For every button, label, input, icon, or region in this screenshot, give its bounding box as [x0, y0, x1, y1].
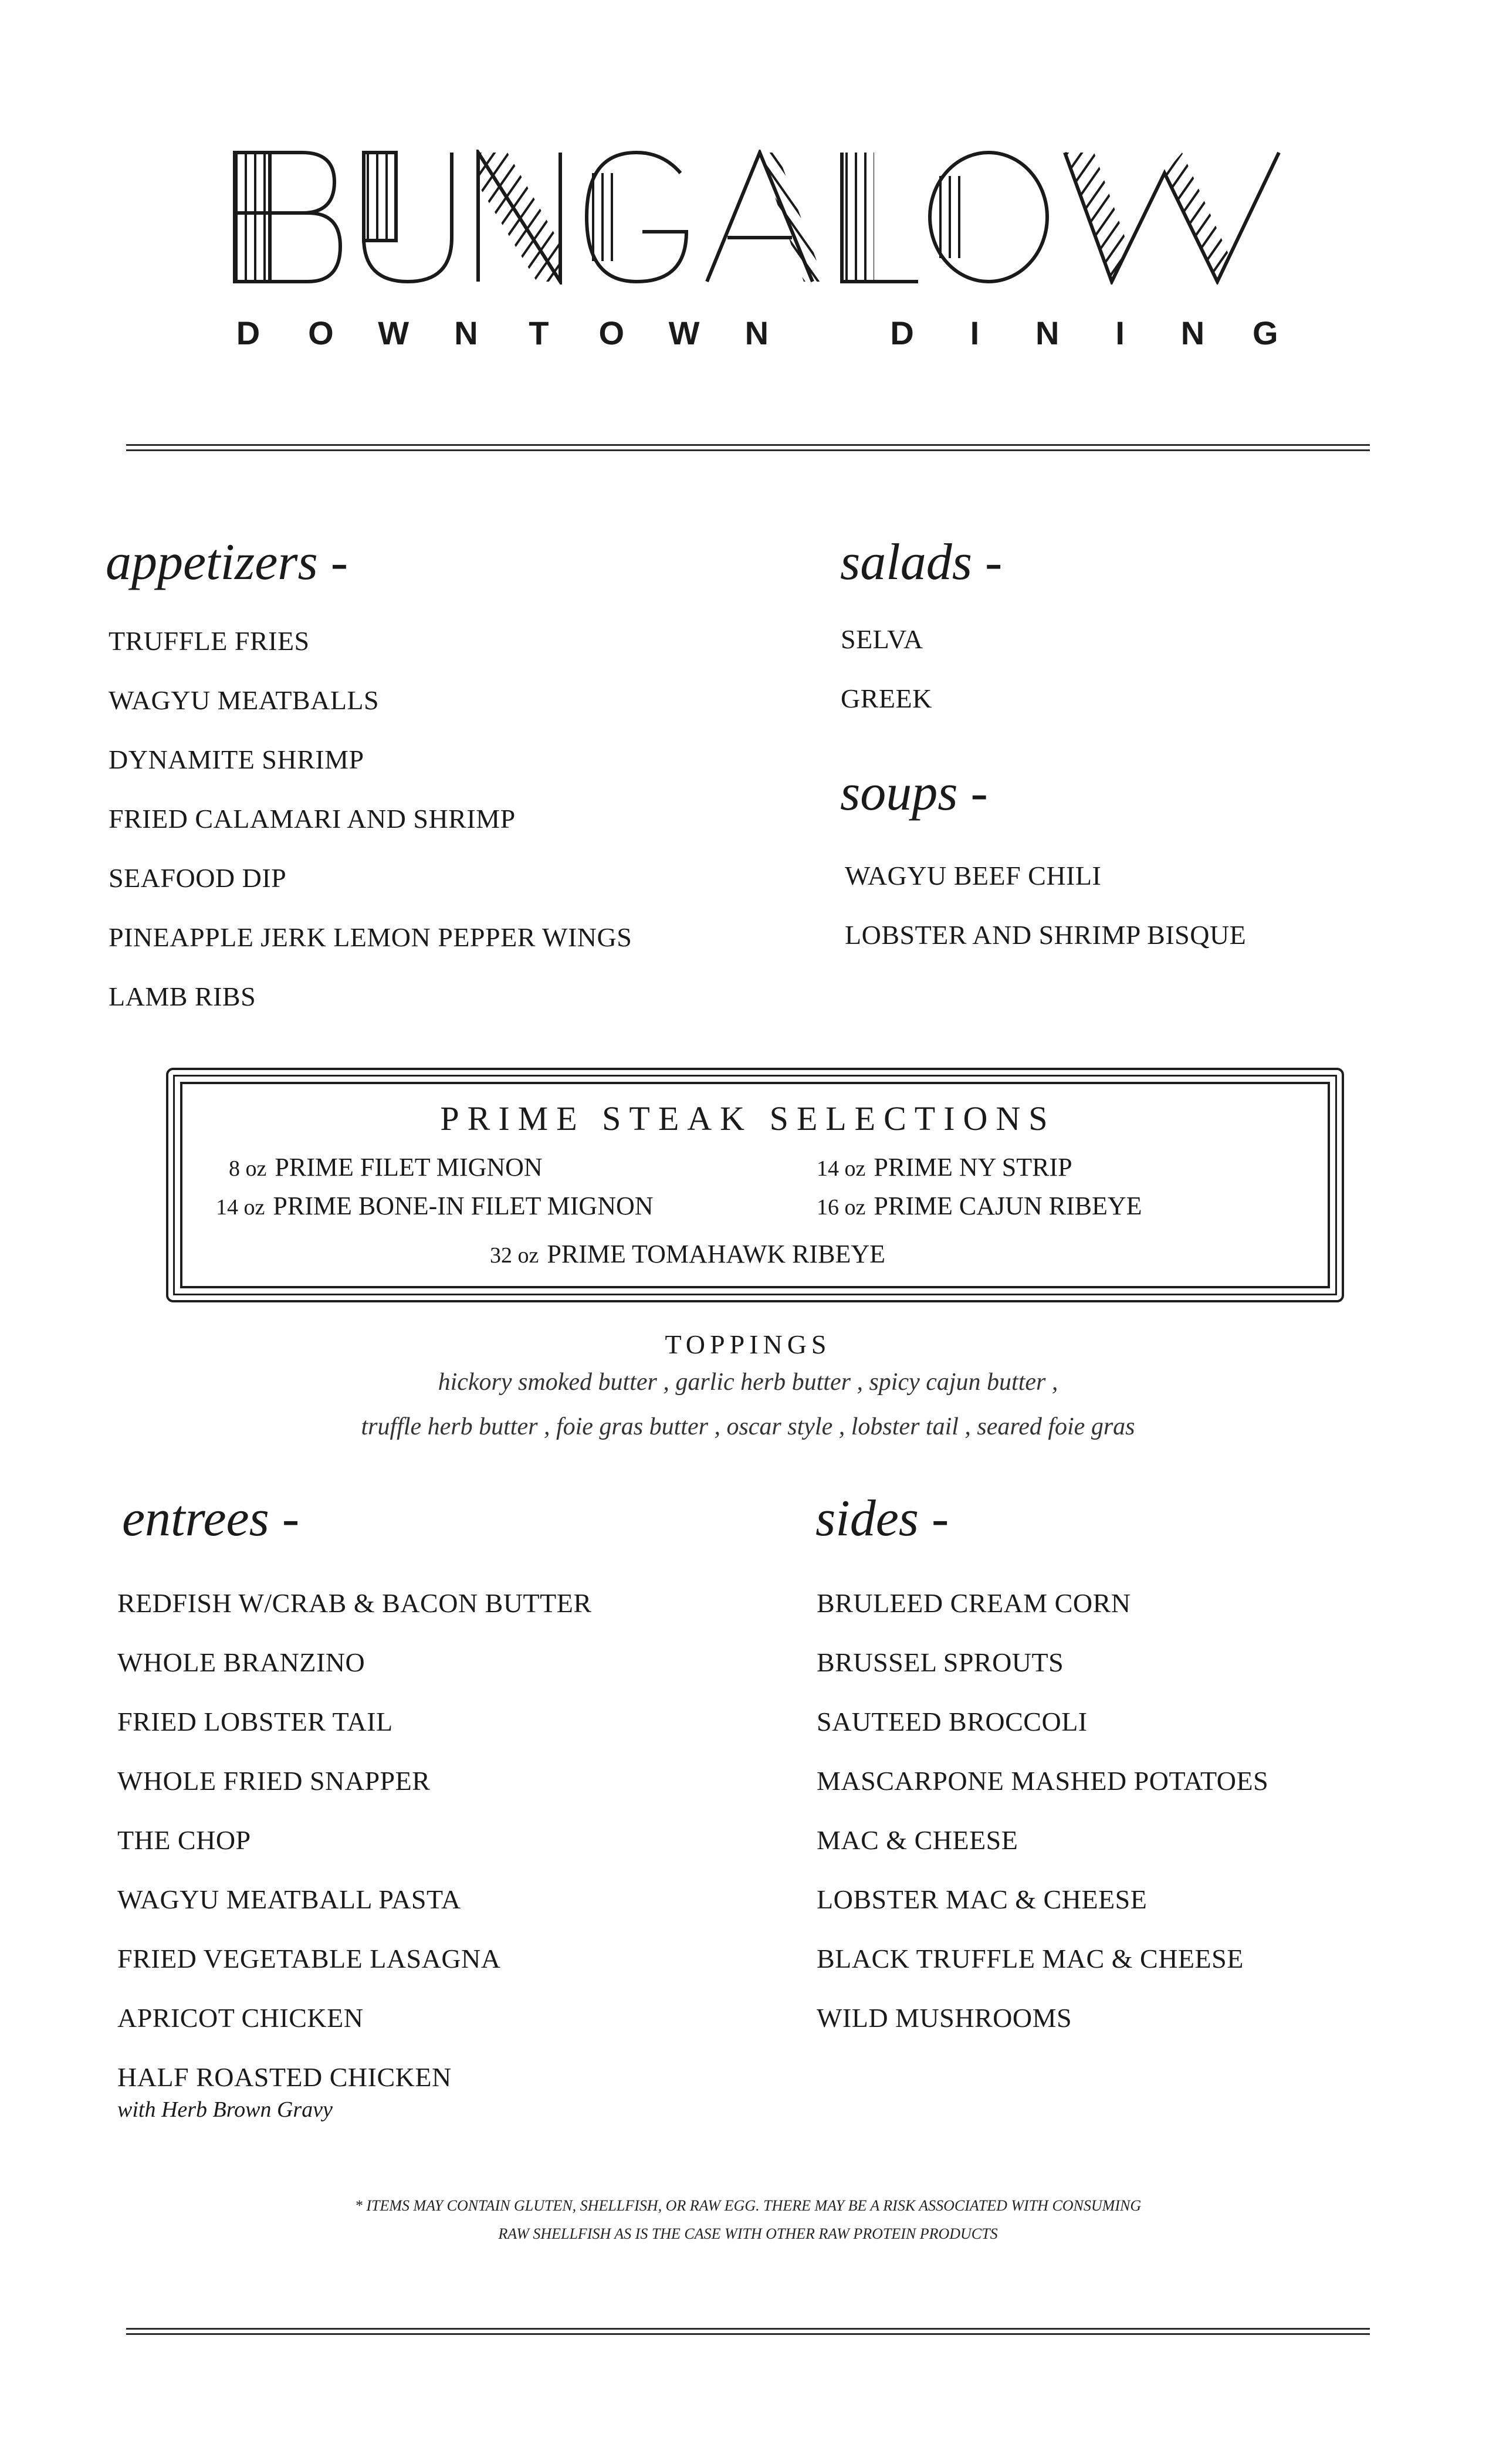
appetizer-item: PINEAPPLE JERK LEMON PEPPER WINGS — [109, 922, 632, 952]
steak-item — [817, 1193, 1142, 1219]
side-item: WILD MUSHROOMS — [817, 2003, 1072, 2033]
tagline-letter: O — [598, 314, 624, 351]
sides-heading: sides - — [815, 1490, 949, 1547]
disclaimer-line-2: RAW SHELLFISH AS IS THE CASE WITH OTHER RAW PROTEIN PRODUCTS — [498, 2225, 998, 2242]
steak-name: PRIME BONE-IN FILET MIGNON — [273, 1192, 654, 1220]
tagline-letter: D — [890, 314, 914, 351]
appetizers-heading: appetizers - — [106, 534, 348, 591]
entree-item: WAGYU MEATBALL PASTA — [117, 1884, 461, 1914]
appetizer-item: TRUFFLE FRIES — [109, 626, 310, 656]
side-item: SAUTEED BROCCOLI — [817, 1707, 1088, 1737]
entree-item: THE CHOP — [117, 1825, 251, 1855]
tagline-letter: O — [308, 314, 334, 351]
steak-item — [817, 1155, 1072, 1180]
side-item: BLACK TRUFFLE MAC & CHEESE — [817, 1944, 1244, 1974]
tagline — [232, 314, 1282, 352]
entree-item: REDFISH W/CRAB & BACON BUTTER — [117, 1588, 592, 1618]
steak-name: PRIME TOMAHAWK RIBEYE — [547, 1240, 886, 1268]
salad-item: SELVA — [841, 624, 923, 654]
steak-item — [229, 1155, 543, 1180]
tagline-letter: N — [744, 314, 769, 351]
soups-heading: soups - — [840, 764, 988, 821]
tagline-letter — [813, 314, 846, 352]
steak-size: 16 oz — [817, 1195, 866, 1220]
tagline-letter: D — [236, 314, 260, 351]
side-item: MASCARPONE MASHED POTATOES — [817, 1766, 1269, 1796]
side-item: BRULEED CREAM CORN — [817, 1588, 1131, 1618]
entree-item: FRIED VEGETABLE LASAGNA — [117, 1944, 501, 1974]
tagline-letter: N — [1035, 314, 1060, 351]
entrees-heading: entrees - — [122, 1490, 300, 1547]
steak-item — [490, 1241, 885, 1267]
appetizer-item: DYNAMITE SHRIMP — [109, 744, 364, 774]
tagline-letter: N — [454, 314, 478, 351]
steak-item — [216, 1193, 654, 1219]
bottom-divider — [126, 2328, 1370, 2335]
toppings-line-1: hickory smoked butter , garlic herb butter , spicy cajun butter , — [438, 1369, 1058, 1396]
side-item: BRUSSEL SPROUTS — [817, 1647, 1064, 1677]
disclaimer-line-1: * ITEMS MAY CONTAIN GLUTEN, SHELLFISH, OR RAW EGG. THERE MAY BE A RISK ASSOCIATED WITH CONSUMING — [354, 2197, 1142, 2214]
soup-item: WAGYU BEEF CHILI — [845, 861, 1102, 891]
toppings-line-2: truffle herb butter , foie gras butter , oscar style , lobster tail , seared foie gras — [361, 1413, 1135, 1440]
entree-item: APRICOT CHICKEN — [117, 2003, 364, 2033]
steak-size: 14 oz — [817, 1156, 866, 1181]
steak-size: 14 oz — [216, 1195, 265, 1220]
appetizer-item: WAGYU MEATBALLS — [109, 685, 380, 715]
entree-item: WHOLE BRANZINO — [117, 1647, 365, 1677]
steak-size: 8 oz — [229, 1156, 267, 1181]
appetizer-item: FRIED CALAMARI AND SHRIMP — [109, 804, 516, 834]
logo-wordmark — [232, 150, 1282, 285]
steak-name: PRIME NY STRIP — [874, 1153, 1072, 1182]
tagline-letter: W — [668, 314, 700, 351]
entree-item: WHOLE FRIED SNAPPER — [117, 1766, 431, 1796]
steak-name: PRIME CAJUN RIBEYE — [874, 1192, 1142, 1220]
salad-item: GREEK — [841, 683, 932, 713]
side-item: LOBSTER MAC & CHEESE — [817, 1884, 1148, 1914]
toppings-title: TOPPINGS — [665, 1329, 831, 1359]
steak-selections-title: PRIME STEAK SELECTIONS — [440, 1099, 1056, 1138]
tagline-letter: N — [1180, 314, 1205, 351]
tagline-letter: T — [529, 314, 549, 351]
appetizer-item: LAMB RIBS — [109, 981, 256, 1011]
soup-item: LOBSTER AND SHRIMP BISQUE — [845, 920, 1247, 950]
tagline-letter: W — [378, 314, 409, 351]
tagline-letter: G — [1253, 314, 1278, 351]
entree-item: HALF ROASTED CHICKEN — [117, 2062, 452, 2092]
tagline-letter: I — [1115, 314, 1125, 351]
side-item: MAC & CHEESE — [817, 1825, 1018, 1855]
entree-item: FRIED LOBSTER TAIL — [117, 1707, 393, 1737]
bungalow-logo — [232, 150, 1282, 285]
entree-note: with Herb Brown Gravy — [117, 2097, 333, 2122]
appetizer-item: SEAFOOD DIP — [109, 863, 287, 893]
steak-size: 32 oz — [490, 1243, 539, 1268]
salads-heading: salads - — [840, 534, 1003, 591]
tagline-letter: I — [970, 314, 980, 351]
top-divider — [126, 444, 1370, 451]
steak-name: PRIME FILET MIGNON — [275, 1153, 543, 1182]
